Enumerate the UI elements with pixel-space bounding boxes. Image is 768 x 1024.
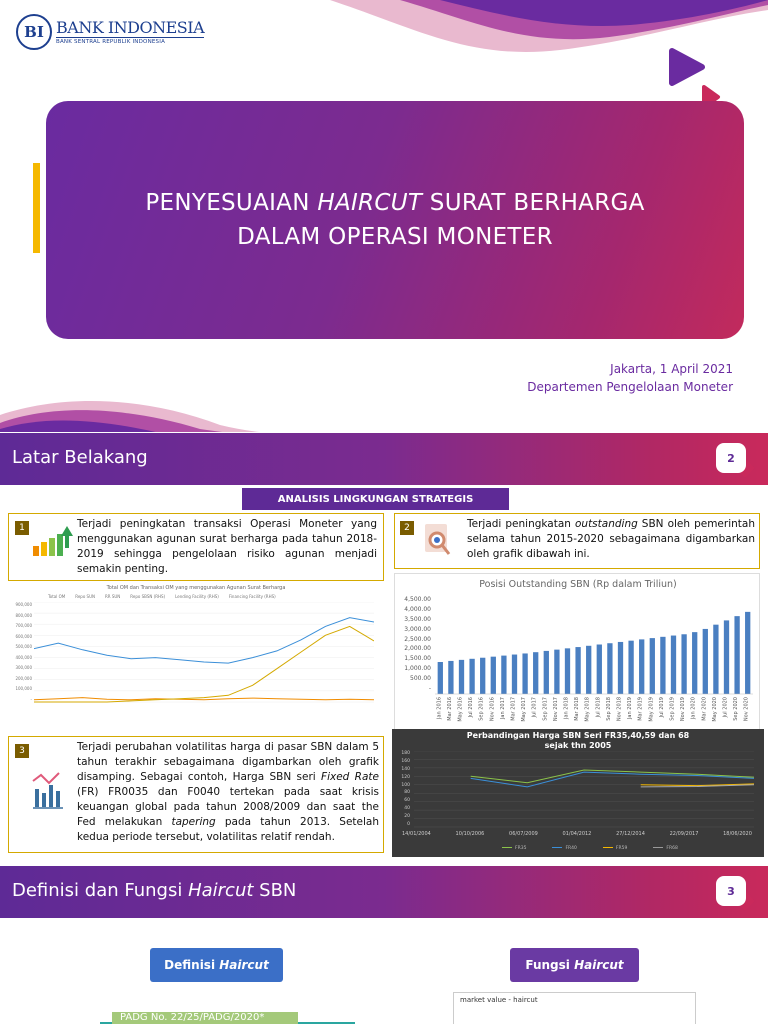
bar xyxy=(692,632,697,694)
document-search-icon xyxy=(421,522,459,560)
chart-legend xyxy=(48,594,378,599)
x-tick-label: May 2018 xyxy=(584,697,591,722)
x-tick-label: Jan 2018 xyxy=(563,697,570,720)
y-tick: 1,000.00 xyxy=(404,665,431,673)
y-tick: 3,000.00 xyxy=(404,625,431,633)
y-tick: 2,500.00 xyxy=(404,635,431,643)
y-tick: 400,000 xyxy=(15,654,32,660)
place-date: Jakarta, 1 April 2021 xyxy=(610,362,733,376)
bi-seal-icon: BI xyxy=(16,14,52,50)
legend-total-om: Total OM xyxy=(48,594,66,599)
y-axis xyxy=(397,596,431,692)
slide-header xyxy=(0,433,768,485)
bar xyxy=(618,642,623,694)
bar xyxy=(480,658,485,694)
y-tick: 200,000 xyxy=(15,675,32,681)
bank-subtitle: BANK SENTRAL REPUBLIK INDONESIA xyxy=(56,37,204,45)
x-tick-label: Mar 2019 xyxy=(637,697,644,721)
x-tick: 27/12/2014 xyxy=(616,831,645,837)
y-tick: 600,000 xyxy=(15,633,32,639)
chart-title-line: sejak thn 2005 xyxy=(544,741,612,750)
haircut-diagram xyxy=(453,992,696,1024)
item-number: 1 xyxy=(15,521,29,535)
x-tick-label: Sep 2020 xyxy=(733,697,740,721)
x-tick: 18/06/2020 xyxy=(723,831,752,837)
item-text: Terjadi peningkatan outstanding SBN oleh pemerintah selama tahun 2015-2020 sebagaimana digambarkan oleh grafik dibawah ini. xyxy=(467,518,755,560)
y-tick: 0 xyxy=(407,821,410,827)
item-box-3 xyxy=(8,736,384,853)
y-tick: 500.00 xyxy=(410,675,431,682)
bar xyxy=(639,639,644,694)
bar xyxy=(681,634,686,694)
y-tick: 100,000 xyxy=(15,686,32,692)
outstanding-sbn-chart xyxy=(394,573,760,731)
y-tick: 3,500.00 xyxy=(404,615,431,623)
item-text: Terjadi perubahan volatilitas harga di pasar SBN dalam 5 tahun terakhir sebagaimana digambarkan oleh grafik disamping. Sebagai contoh, Harga SBN seri Fixed Rate (FR) FR0035 dan F0040 tertekan pada saat krisis keuangan global pada tahun 2008/2009 dan saat the Fed melakukan tapering pada tahun 2013. Setelah kedua periode tersebut, volatilitas relatif rendah. xyxy=(77,741,379,843)
bar xyxy=(469,659,474,694)
x-tick-label: Nov 2017 xyxy=(552,697,559,722)
bar xyxy=(512,655,517,694)
y-tick: 2,000.00 xyxy=(404,645,431,653)
bar xyxy=(438,662,443,694)
title-card xyxy=(46,101,744,339)
sbn-price-chart xyxy=(392,729,764,857)
x-tick-label: Mar 2016 xyxy=(446,697,453,721)
chart-title: Posisi Outstanding SBN (Rp dalam Triliun) xyxy=(479,579,677,590)
bar xyxy=(522,653,527,694)
bar xyxy=(650,638,655,694)
y-axis xyxy=(396,751,410,827)
y-tick: 40 xyxy=(404,806,410,812)
volatility-chart-icon xyxy=(31,771,65,811)
item-number: 2 xyxy=(400,521,414,535)
x-tick: 01/04/2012 xyxy=(562,831,592,837)
y-tick: 300,000 xyxy=(15,665,32,671)
chart-title xyxy=(392,731,764,751)
item-box-1 xyxy=(8,513,384,581)
bar xyxy=(575,647,580,694)
bar xyxy=(533,652,538,694)
y-tick: 700,000 xyxy=(15,623,32,629)
x-tick-label: Nov 2019 xyxy=(680,697,687,722)
title-line-1: PENYESUAIAN HAIRCUT SURAT BERHARGA xyxy=(145,190,645,216)
x-tick-label: Sep 2018 xyxy=(605,697,612,721)
bar xyxy=(628,641,633,694)
growth-chart-icon xyxy=(31,524,73,558)
page-number: 3 xyxy=(716,876,746,906)
legend-repo-sun: Repo SUN xyxy=(75,594,95,599)
x-tick-label: Nov 2018 xyxy=(616,697,623,722)
legend-fr35: FR35 xyxy=(502,846,526,851)
x-tick-label: Nov 2016 xyxy=(489,697,496,722)
legend-repo-sbsn: Repo SBSN (RHS) xyxy=(130,594,166,599)
y-tick: 1,500.00 xyxy=(404,655,431,663)
presentation-meta xyxy=(527,360,733,396)
bar xyxy=(459,660,464,694)
x-tick: 06/07/2009 xyxy=(509,831,538,837)
legend-lending: Lending Facility (RHS) xyxy=(175,594,219,599)
x-tick-label: Jan 2017 xyxy=(499,697,506,720)
x-tick-label: Sep 2017 xyxy=(542,697,549,721)
y-tick: - xyxy=(428,684,431,692)
y-tick: 500,000 xyxy=(15,644,32,650)
x-tick-label: Mar 2020 xyxy=(701,697,708,721)
bar xyxy=(491,657,496,694)
department: Departemen Pengelolaan Moneter xyxy=(527,380,733,394)
legend-fr40: FR40 xyxy=(552,846,576,851)
bar xyxy=(554,650,559,694)
x-tick-label: Jul 2019 xyxy=(658,697,665,718)
x-tick-label: Sep 2016 xyxy=(478,697,485,721)
legend-rr-sun: RR SUN xyxy=(105,594,121,599)
y-tick: 20 xyxy=(404,814,410,819)
bar xyxy=(660,637,665,694)
x-tick: 22/09/2017 xyxy=(669,831,699,837)
x-tick-label: Mar 2017 xyxy=(510,697,517,721)
y-tick: 80 xyxy=(404,790,410,796)
item-text: Terjadi peningkatan transaksi Operasi Moneter yang menggunakan agunan surat berharga pada tahun 2018-2019 sehingga pengelolaan risiko agunan menjadi semakin penting. xyxy=(77,518,377,575)
legend-financing: Financing Facility (RHS) xyxy=(228,594,276,599)
section-label: ANALISIS LINGKUNGAN STRATEGIS xyxy=(242,488,509,510)
x-axis xyxy=(402,831,752,837)
title-slide xyxy=(0,0,768,432)
bar xyxy=(671,636,676,694)
bar xyxy=(724,620,729,694)
y-tick: 800,000 xyxy=(15,612,32,618)
bar xyxy=(607,643,612,694)
chart-plot xyxy=(435,598,755,728)
legend-fr68: FR68 xyxy=(653,846,677,851)
definition-slide xyxy=(0,866,768,1024)
y-tick: 140 xyxy=(401,766,410,772)
x-tick-label: Jan 2020 xyxy=(690,697,697,720)
x-tick-label: May 2019 xyxy=(648,697,655,722)
bar xyxy=(703,629,708,694)
slide-title: Definisi dan Fungsi Haircut SBN xyxy=(12,880,297,901)
chart-title: Total OM dan Transaksi OM yang menggunakan Agunan Surat Berharga xyxy=(106,585,286,591)
chart-legend xyxy=(502,846,678,851)
bar xyxy=(597,645,602,694)
decorative-wave-bottom xyxy=(0,395,768,432)
y-tick: 100 xyxy=(401,782,410,788)
y-tick: 900,000 xyxy=(15,602,32,607)
definition-haircut-button[interactable]: Definisi Haircut xyxy=(150,948,283,982)
y-tick: 4,500.00 xyxy=(404,596,431,603)
bar xyxy=(501,656,506,694)
y-tick: 60 xyxy=(404,798,410,804)
x-tick-label: Mar 2018 xyxy=(574,697,581,721)
bar xyxy=(565,648,570,694)
x-tick-label: Jul 2020 xyxy=(722,697,729,718)
total-om-chart xyxy=(8,585,384,733)
x-tick-label: Sep 2019 xyxy=(669,697,676,721)
y-tick: 120 xyxy=(401,774,410,780)
background-slide xyxy=(0,433,768,865)
x-tick-label: May 2020 xyxy=(711,697,718,722)
y-tick: 4,000.00 xyxy=(404,605,431,613)
legend-fr59: FR59 xyxy=(603,846,627,851)
slide-title: Latar Belakang xyxy=(12,447,148,468)
page-number: 2 xyxy=(716,443,746,473)
x-tick: 14/01/2004 xyxy=(402,831,431,837)
diagram-label: market value - haircut xyxy=(460,996,538,1004)
bank-name: BANK INDONESIA xyxy=(56,18,205,37)
bank-indonesia-logo xyxy=(16,14,204,50)
y-tick: 180 xyxy=(401,751,410,756)
bar xyxy=(544,651,549,694)
title-line-2: DALAM OPERASI MONETER xyxy=(237,224,553,250)
x-tick-label: Jul 2018 xyxy=(595,697,602,718)
x-tick-label: Jan 2019 xyxy=(627,697,634,720)
bar xyxy=(745,612,750,694)
function-haircut-button[interactable]: Fungsi Haircut xyxy=(510,948,639,982)
chart-plot xyxy=(414,751,754,829)
bar xyxy=(586,646,591,694)
bar xyxy=(734,616,739,694)
x-tick-label: May 2017 xyxy=(521,697,528,722)
chart-title-line: Perbandingan Harga SBN Seri FR35,40,59 dan 68 xyxy=(466,731,690,740)
x-tick-label: Jul 2017 xyxy=(531,697,538,718)
y-axis xyxy=(10,602,32,702)
bar xyxy=(713,625,718,694)
x-tick: 10/10/2006 xyxy=(455,831,485,837)
item-box-2 xyxy=(394,513,760,569)
accent-bar xyxy=(33,163,40,253)
y-tick: 160 xyxy=(401,758,410,764)
x-tick-label: Jan 2016 xyxy=(436,697,443,720)
chart-plot xyxy=(34,602,374,706)
slide-header xyxy=(0,866,768,918)
regulation-tag: PADG No. 22/25/PADG/2020* xyxy=(112,1012,298,1024)
x-tick-label: Nov 2020 xyxy=(743,697,750,722)
bar xyxy=(448,661,453,694)
x-tick-label: Jul 2016 xyxy=(468,697,475,718)
y-tick: - xyxy=(30,696,32,702)
x-tick-label: May 2016 xyxy=(457,697,464,722)
item-number: 3 xyxy=(15,744,29,758)
